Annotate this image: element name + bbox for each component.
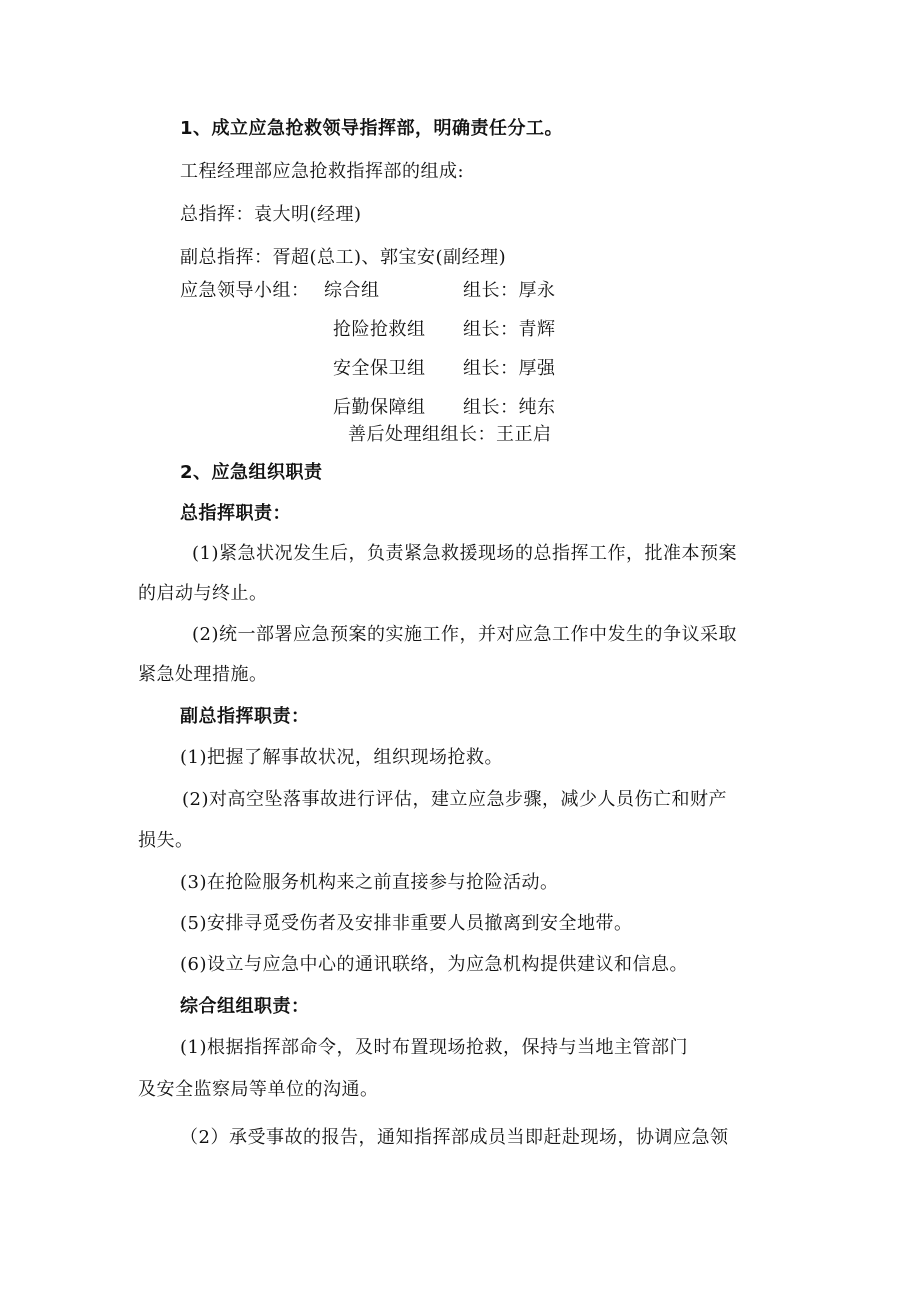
group-leader: 组长：青辉 [463, 319, 556, 340]
chief-duty-1: (1)紧急状况发生后，负责紧急救援现场的总指挥工作，批准本预案 [192, 543, 737, 564]
groups-label: 应急领导小组： [180, 280, 310, 301]
group-name: 后勤保障组 [333, 397, 426, 418]
general-group-duties-heading: 综合组组职责： [180, 996, 310, 1017]
deputy-commander: 副总指挥：胥超(总工)、郭宝安(副经理) [180, 247, 507, 268]
deputy-duty-2-cont: 损失。 [138, 830, 194, 851]
aftermath-group: 善后处理组组长：王正启 [348, 424, 552, 445]
group-name: 抢险抢救组 [333, 319, 426, 340]
chief-duty-1-cont: 的启动与终止。 [138, 583, 268, 604]
chief-commander: 总指挥：袁大明(经理) [180, 204, 362, 225]
chief-duty-2-cont: 紧急处理措施。 [138, 664, 268, 685]
chief-duty-2: (2)统一部署应急预案的实施工作，并对应急工作中发生的争议采取 [192, 624, 737, 645]
group-leader: 组长：纯东 [463, 397, 556, 418]
general-duty-1-cont: 及安全监察局等单位的沟通。 [138, 1079, 379, 1100]
general-duty-1: (1)根据指挥部命令，及时布置现场抢救，保持与当地主管部门 [180, 1037, 688, 1058]
deputy-duty-6: (6)设立与应急中心的通讯联络，为应急机构提供建议和信息。 [180, 954, 688, 975]
composition-intro: 工程经理部应急抢救指挥部的组成: [180, 161, 465, 182]
general-duty-2: （2）承受事故的报告，通知指挥部成员当即赶赴现场，协调应急领 [180, 1127, 729, 1148]
deputy-duties-heading: 副总指挥职责： [180, 706, 310, 727]
group-name: 安全保卫组 [333, 358, 426, 379]
group-name: 综合组 [324, 280, 380, 301]
group-leader: 组长：厚永 [463, 280, 556, 301]
chief-duties-heading: 总指挥职责： [180, 503, 291, 524]
deputy-duty-2: (2)对高空坠落事故进行评估，建立应急步骤，减少人员伤亡和财产 [182, 789, 727, 810]
deputy-duty-3: (3)在抢险服务机构来之前直接参与抢险活动。 [180, 872, 559, 893]
group-leader: 组长：厚强 [463, 358, 556, 379]
deputy-duty-1: (1)把握了解事故状况，组织现场抢救。 [180, 747, 503, 768]
section2-heading: 2、应急组织职责 [180, 462, 323, 483]
section1-heading: 1、成立应急抢救领导指挥部，明确责任分工。 [180, 118, 564, 139]
deputy-duty-5: (5)安排寻觅受伤者及安排非重要人员撤离到安全地带。 [180, 913, 633, 934]
